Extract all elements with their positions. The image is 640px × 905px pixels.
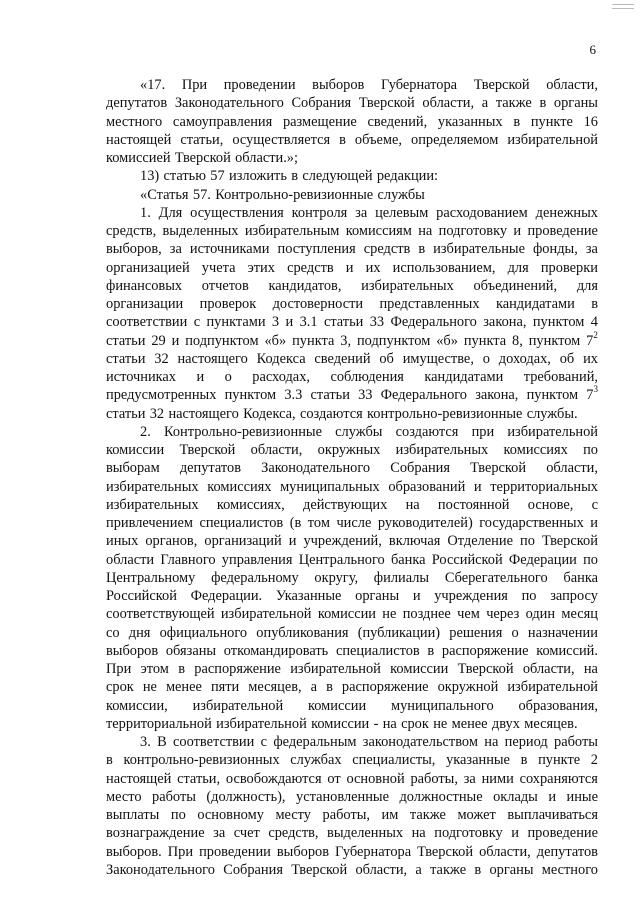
- text-line: организацией учета этих средств и их использованием, для проверки: [106, 259, 598, 276]
- text-line: статьи 32 настоящего Кодекса, создаются контрольно-ревизионные службы.: [106, 405, 578, 422]
- text-line: комиссии, избирательной комиссии муниципального образования,: [106, 697, 598, 714]
- text-line: соответствующей избирательной комиссии не позднее чем через один месяц: [106, 606, 598, 623]
- text-line: области Главного управления Центрального банка Российской Федерации по: [106, 551, 598, 568]
- text-line: источниках и о расходах, соблюдения кандидатами требований,: [106, 369, 598, 385]
- text-line: финансовых отчетов кандидатов, избирательных объединений, для: [106, 277, 598, 294]
- text-line: комиссией Тверской области.»;: [106, 150, 299, 166]
- text-line: «Статья 57. Контрольно-ревизионные службы: [140, 186, 425, 203]
- text-line: избирательных комиссиях муниципальных образований и территориальных: [106, 478, 598, 495]
- text-line: выборам депутатов Законодательного Собрания Тверской области,: [106, 460, 598, 477]
- text-line: «17. При проведении выборов Губернатора Тверской области,: [140, 77, 598, 93]
- text-line: выплаты по основному месту работы, им также может выплачиваться: [106, 807, 598, 823]
- text-line: предусмотренных пунктом 3.3 статьи 33 Федерального закона, пунктом $7^3$: [106, 384, 598, 404]
- text-line: комиссии Тверской области, окружных избирательных комиссиях по: [106, 442, 598, 458]
- text-line: 3. В соответствии с федеральным законодательством на период работы: [140, 734, 598, 750]
- text-line: Российской Федерации. Указанные органы и учреждения по запросу: [106, 588, 598, 604]
- text-line: территориальной избирательной комиссии - на срок не менее двух месяцев.: [106, 715, 578, 732]
- text-line: организации проверок достоверности представленных кандидатами в: [106, 296, 598, 312]
- text-line: избирательных комиссиях, действующих на постоянной основе, с: [106, 496, 598, 513]
- text-line: выборов, за источниками поступления средств в избирательные фонды, за: [106, 241, 598, 258]
- text-line: статьи 29 и подпунктом «б» пункта 3, подпунктом «б» пункта 8, пунктом $7^2$: [106, 329, 598, 349]
- superscript: 3: [593, 384, 598, 395]
- text-line: со дня официального опубликования (публикации) решения о назначении: [106, 624, 598, 641]
- page-number: 6: [589, 42, 596, 57]
- text-line: 13) статью 57 изложить в следующей редакции:: [140, 168, 439, 185]
- text-line: Центральному федеральному округу, филиалы Сберегательного банка: [106, 569, 598, 586]
- text-line: настоящей статьи, осуществляется в объеме, определяемом избирательной: [106, 131, 598, 148]
- text-line: выборов обязаны откомандировать специалистов в распоряжение комиссий.: [106, 642, 598, 659]
- text-line: привлечением специалистов (в том числе руководителей) государственных и: [106, 515, 598, 531]
- text-line: 2. Контрольно-ревизионные службы создаются при избирательной: [140, 423, 598, 440]
- text-line: При этом в распоряжение избирательной комиссии Тверской области, на: [106, 661, 598, 677]
- text-line: срок не менее пяти месяцев, а в распоряжение окружной избирательной: [106, 679, 598, 696]
- text-line: соответствии с пунктами 3 и 3.1 статьи 33 Федерального закона, пунктом 4: [106, 314, 598, 331]
- text-line: средств, выделенных избирательным комиссиям на подготовку и проведение: [106, 223, 598, 239]
- text-line: Законодательного Собрания Тверской области, а также в органы местного: [106, 861, 598, 878]
- superscript: 2: [593, 329, 598, 340]
- text-line: статьи 32 настоящего Кодекса сведений об имуществе, о доходах, об их: [106, 350, 598, 367]
- scan-mark: [612, 4, 634, 9]
- text-line: местного самоуправления размещение сведений, указанных в пункте 16: [106, 113, 598, 130]
- text-line: место работы (должность), установленные должностные оклады и иные: [106, 788, 598, 805]
- text-line: вознаграждение за счет средств, выделенных на подготовку и проведение: [106, 825, 598, 842]
- text-line: 1. Для осуществления контроля за целевым расходованием денежных: [140, 204, 598, 221]
- text-line: настоящей статьи, освобождаются от основной работы, за ними сохраняются: [106, 770, 598, 787]
- text-line: иных органов, организаций и учреждений, включая Отделение по Тверской: [106, 533, 598, 550]
- text-line: депутатов Законодательного Собрания Тверской области, а также в органы: [106, 95, 598, 112]
- text-line: выборов. При проведении выборов Губернатора Тверской области, депутатов: [106, 843, 598, 860]
- text-line: в контрольно-ревизионных службах специалисты, указанные в пункте 2: [106, 752, 598, 769]
